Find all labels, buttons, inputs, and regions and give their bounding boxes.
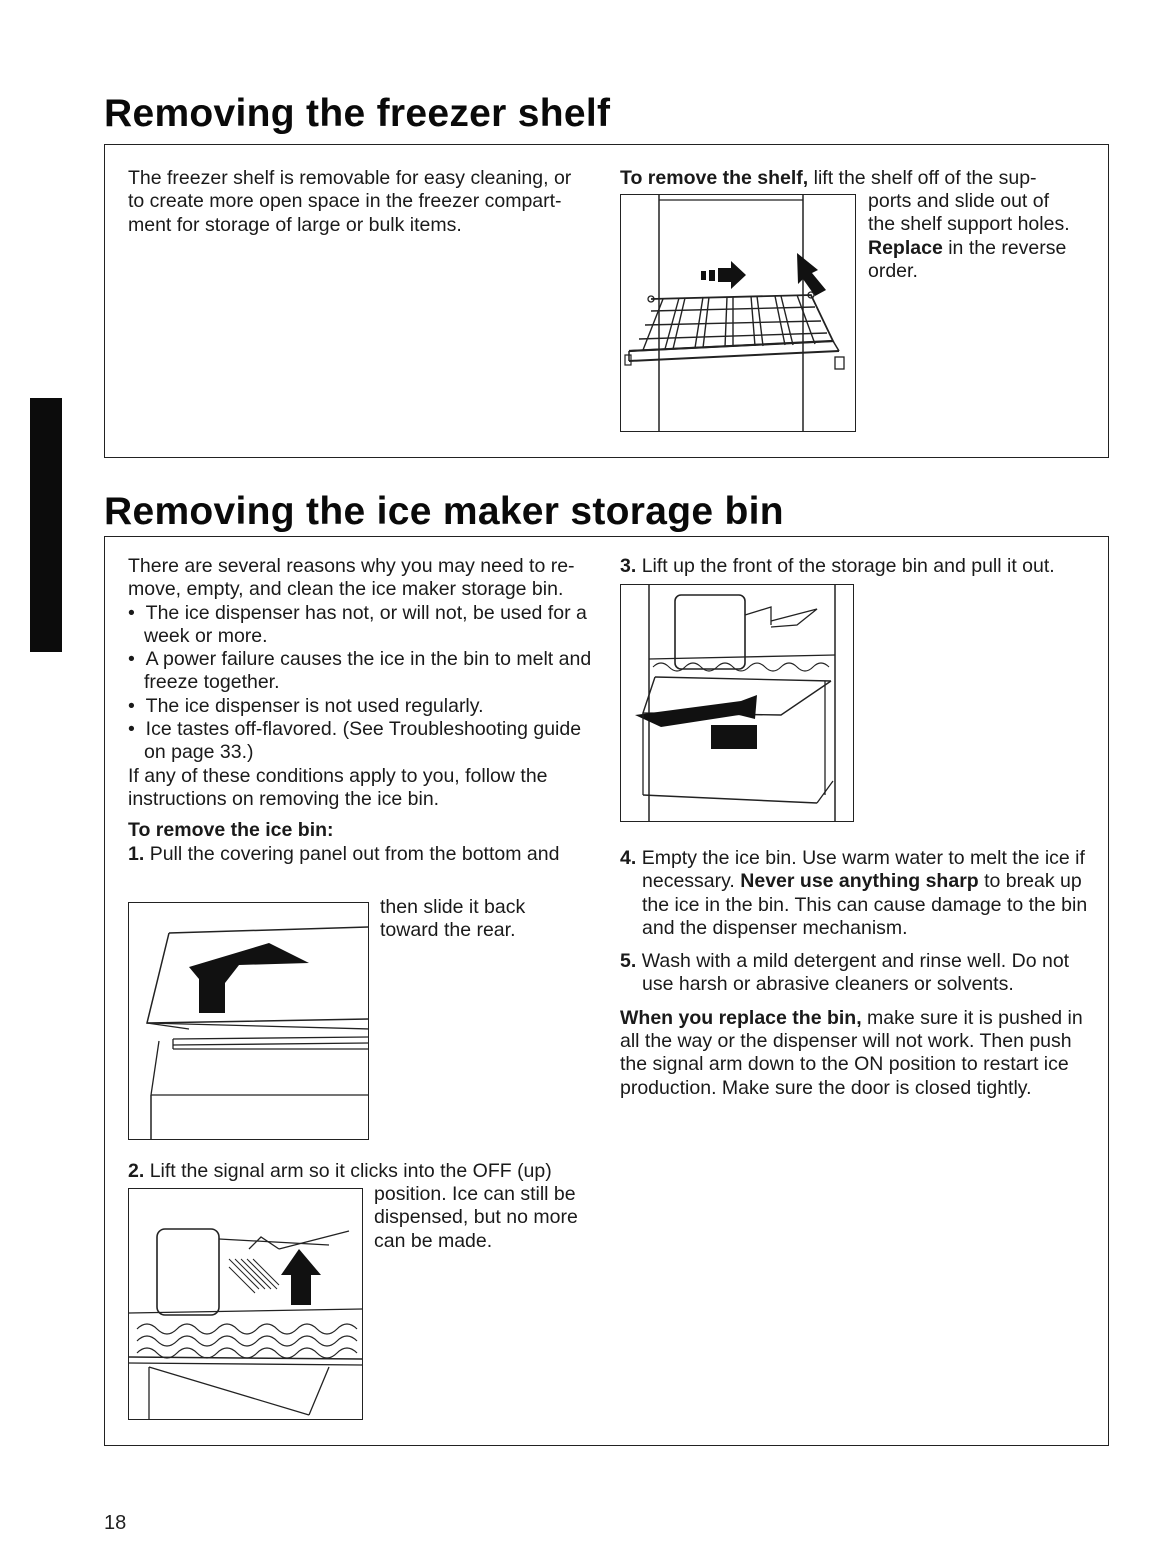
- freezer-shelf-illustration: [620, 194, 856, 432]
- step-5: 5. Wash with a mild detergent and rinse well. Do not use harsh or abrasive cleaners or solvents.: [620, 950, 1070, 996]
- ice-bin-left-column: [128, 555, 598, 866]
- remove-shelf-lead-line: [620, 167, 1090, 190]
- freezer-shelf-intro: The freezer shelf is removable for easy cleaning, or to create more open space in the freezer compart-ment for storage of large or bulk items.: [128, 167, 572, 236]
- remove-shelf-instructions: [868, 190, 1098, 283]
- replace-shelf-text: in the reverse: [948, 236, 1067, 259]
- reason-bullet: • The ice dispenser is not used regularly.: [128, 694, 484, 717]
- signal-arm-illustration: [128, 1188, 363, 1420]
- section-tab-marker: [30, 398, 62, 652]
- step-2: 2. Lift the signal arm so it clicks into the OFF (up): [128, 1160, 552, 1182]
- replace-shelf-rest: order.: [868, 259, 918, 282]
- page-number: 18: [104, 1512, 127, 1534]
- remove-shelf-line: ports and slide out of: [868, 190, 1050, 212]
- step-2-line: can be made.: [374, 1229, 493, 1252]
- step-1-line: toward the rear.: [380, 919, 516, 942]
- ice-bin-intro: There are several reasons why you may need to re-move, empty, and clean the ice maker storage bin.: [128, 555, 575, 601]
- reason-bullet: • A power failure causes the ice in the bin to melt and freeze together.: [128, 648, 592, 694]
- reason-bullet: • Ice tastes off-flavored. (See Troubleshooting guide on page 33.): [128, 718, 582, 764]
- replace-shelf-line: [868, 237, 1098, 260]
- step-1-continued: [380, 896, 590, 943]
- ice-bin-followup: If any of these conditions apply to you, follow the instructions on removing the ice bin.: [128, 764, 548, 810]
- storage-bin-illustration: [620, 584, 854, 822]
- step-1: 1. Pull the covering panel out from the bottom and: [128, 842, 560, 865]
- ice-bin-heading: Removing the ice maker storage bin: [104, 490, 784, 533]
- covering-panel-illustration: [128, 902, 369, 1140]
- steps-heading: To remove the ice bin:: [128, 819, 334, 842]
- remove-shelf-text: lift the shelf off of the sup-: [813, 167, 1037, 189]
- step-1-line: then slide it back: [380, 896, 526, 918]
- replace-shelf-lead: Replace: [868, 236, 943, 259]
- step-2-continued: [374, 1183, 594, 1253]
- remove-shelf-lead: To remove the shelf,: [620, 167, 809, 189]
- reason-bullet: • The ice dispenser has not, or will not, be used for a week or more.: [128, 601, 587, 647]
- remove-shelf-line: the shelf support holes.: [868, 213, 1070, 236]
- step-2-line: position. Ice can still be: [374, 1183, 576, 1205]
- step-3: 3. Lift up the front of the storage bin and pull it out.: [620, 555, 1055, 577]
- step-4: 4. Empty the ice bin. Use warm water to melt the ice if necessary. Never use anything sharp to break up the ice in the bin. This can cause damage to the bin and the dispenser mechanism.: [620, 847, 1088, 939]
- replace-bin-note: When you replace the bin, make sure it is pushed in all the way or the dispenser will not work. Then push the signal arm down to the ON position to restart ice production. Make sure the door is closed tightly.: [620, 1006, 1083, 1099]
- step-2-line: dispensed, but no more: [374, 1206, 578, 1229]
- freezer-shelf-heading: Removing the freezer shelf: [104, 92, 611, 135]
- steps-4-5-and-replace: [620, 847, 1100, 1100]
